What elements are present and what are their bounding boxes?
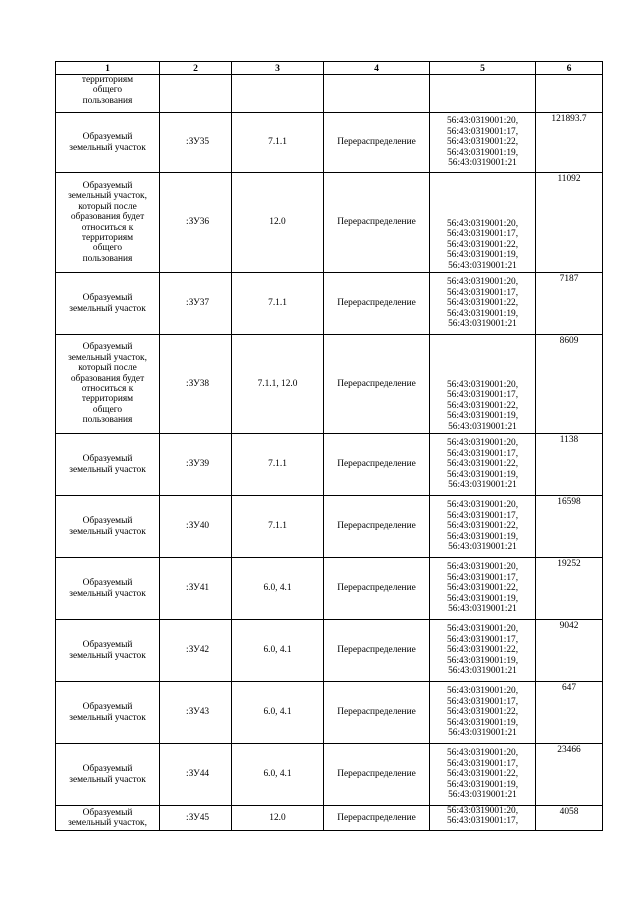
plot-name-line: земельный участок xyxy=(69,712,146,723)
column-header: 6 xyxy=(536,62,603,75)
designation-cell: :ЗУ42 xyxy=(160,620,232,682)
area-cell: 8609 xyxy=(536,335,603,434)
area-cell xyxy=(536,75,603,113)
parent-plot-number: 56:43:0319001:17, xyxy=(446,126,519,137)
parent-plot-number: 56:43:0319001:17, xyxy=(446,816,519,827)
column-header: 1 xyxy=(56,62,160,75)
parent-plot-number: 56:43:0319001:22, xyxy=(446,707,519,718)
use-code-cell: 7.1.1 xyxy=(232,113,324,173)
parent-plot-number: 56:43:0319001:22, xyxy=(446,298,519,309)
table-row xyxy=(56,558,603,620)
table-row xyxy=(56,273,603,335)
designation-cell: :ЗУ37 xyxy=(160,273,232,335)
designation-cell: :ЗУ40 xyxy=(160,496,232,558)
parent-plot-number: 56:43:0319001:19, xyxy=(446,531,519,542)
area-cell: 4058 xyxy=(536,806,603,831)
method-cell xyxy=(324,75,430,113)
plot-name-line: земельный участок xyxy=(69,774,146,785)
plot-name-cell xyxy=(56,434,160,496)
parent-plots-cell xyxy=(430,806,536,831)
plot-name-line: пользования xyxy=(82,253,133,264)
plot-name-line: Образуемый xyxy=(82,132,133,143)
designation-cell: :ЗУ43 xyxy=(160,682,232,744)
parent-plot-number: 56:43:0319001:17, xyxy=(446,510,519,521)
method-cell: Перераспределение xyxy=(324,744,430,806)
use-code-cell xyxy=(232,75,324,113)
method-cell: Перераспределение xyxy=(324,620,430,682)
table-row xyxy=(56,434,603,496)
parent-plot-number: 56:43:0319001:21 xyxy=(448,260,517,271)
plot-name-line: земельный участок, xyxy=(68,818,147,828)
plot-name-line: территориям xyxy=(81,232,134,243)
parent-plot-number: 56:43:0319001:22, xyxy=(446,400,519,411)
parent-plot-number: 56:43:0319001:20, xyxy=(446,748,519,759)
area-cell: 7187 xyxy=(536,273,603,335)
parent-plots-cell xyxy=(430,682,536,744)
plot-name-line: земельный участок xyxy=(69,588,146,599)
parent-plot-number: 56:43:0319001:17, xyxy=(446,448,519,459)
parent-plot-number: 56:43:0319001:20, xyxy=(446,686,519,697)
use-code-cell: 7.1.1 xyxy=(232,434,324,496)
table-body xyxy=(56,75,603,831)
parent-plots-cell xyxy=(430,434,536,496)
land-plots-table xyxy=(55,61,603,831)
plot-name-line: земельный участок, xyxy=(68,191,147,202)
table-row xyxy=(56,173,603,273)
parent-plot-number: 56:43:0319001:17, xyxy=(446,390,519,401)
parent-plot-number: 56:43:0319001:19, xyxy=(446,147,519,158)
column-header: 4 xyxy=(324,62,430,75)
plot-name-line: Образуемый xyxy=(82,578,133,589)
plot-name-line: Образуемый xyxy=(82,516,133,527)
designation-cell: :ЗУ45 xyxy=(160,806,232,831)
plot-name-cell xyxy=(56,113,160,173)
area-cell: 23466 xyxy=(536,744,603,806)
table-row xyxy=(56,335,603,434)
plot-name-line: образования будет xyxy=(70,373,145,384)
table-row xyxy=(56,806,603,831)
plot-name-cell xyxy=(56,496,160,558)
column-header: 2 xyxy=(160,62,232,75)
plot-name-line: который после xyxy=(78,363,137,374)
use-code-cell: 7.1.1 xyxy=(232,273,324,335)
parent-plot-number: 56:43:0319001:17, xyxy=(446,572,519,583)
plot-name-line: пользования xyxy=(82,415,133,426)
use-code-cell: 6.0, 4.1 xyxy=(232,744,324,806)
plot-name-line: земельный участок xyxy=(69,650,146,661)
area-cell: 1138 xyxy=(536,434,603,496)
parent-plots-cell xyxy=(430,113,536,173)
parent-plot-number: 56:43:0319001:20, xyxy=(446,116,519,127)
plot-name-cell xyxy=(56,682,160,744)
area-cell: 16598 xyxy=(536,496,603,558)
plot-name-cell xyxy=(56,273,160,335)
parent-plot-number: 56:43:0319001:21 xyxy=(448,542,517,553)
plot-name-line: относиться к xyxy=(81,222,134,233)
method-cell: Перераспределение xyxy=(324,335,430,434)
method-cell: Перераспределение xyxy=(324,173,430,273)
method-cell: Перераспределение xyxy=(324,113,430,173)
parent-plot-number: 56:43:0319001:19, xyxy=(446,655,519,666)
parent-plot-number: 56:43:0319001:20, xyxy=(446,438,519,449)
parent-plot-number: 56:43:0319001:19, xyxy=(446,308,519,319)
parent-plot-number: 56:43:0319001:20, xyxy=(446,500,519,511)
parent-plot-number: 56:43:0319001:22, xyxy=(446,521,519,532)
plot-name-line: земельный участок xyxy=(69,142,146,153)
plot-name-line: относиться к xyxy=(81,384,134,394)
use-code-cell: 7.1.1 xyxy=(232,496,324,558)
plot-name-line: Образуемый xyxy=(82,764,133,775)
parent-plots-cell xyxy=(430,744,536,806)
parent-plot-number: 56:43:0319001:21 xyxy=(448,158,517,169)
method-cell: Перераспределение xyxy=(324,496,430,558)
designation-cell: :ЗУ36 xyxy=(160,173,232,273)
parent-plot-number: 56:43:0319001:19, xyxy=(446,469,519,480)
parent-plot-number: 56:43:0319001:17, xyxy=(446,758,519,769)
parent-plot-number: 56:43:0319001:22, xyxy=(446,137,519,148)
parent-plot-number: 56:43:0319001:21 xyxy=(448,319,517,330)
parent-plot-number: 56:43:0319001:17, xyxy=(446,696,519,707)
area-cell: 19252 xyxy=(536,558,603,620)
plot-name-line: Образуемый xyxy=(82,180,133,191)
method-cell: Перераспределение xyxy=(324,806,430,831)
parent-plot-number: 56:43:0319001:20, xyxy=(446,277,519,288)
plot-name-line: который после xyxy=(78,201,137,212)
parent-plot-number: 56:43:0319001:17, xyxy=(446,287,519,298)
document-body xyxy=(55,61,602,831)
table-row xyxy=(56,113,603,173)
designation-cell xyxy=(160,75,232,113)
plot-name-line: Образуемый xyxy=(82,454,133,465)
area-cell: 9042 xyxy=(536,620,603,682)
use-code-cell: 12.0 xyxy=(232,173,324,273)
plot-name-line: Образуемый xyxy=(82,293,133,304)
parent-plot-number: 56:43:0319001:22, xyxy=(446,645,519,656)
parent-plot-number: 56:43:0319001:20, xyxy=(446,806,519,816)
use-code-cell: 6.0, 4.1 xyxy=(232,558,324,620)
plot-name-line: территориям xyxy=(81,394,134,405)
table-row xyxy=(56,744,603,806)
plot-name-cell xyxy=(56,335,160,434)
plot-name-line: общего xyxy=(92,85,123,96)
parent-plots-cell xyxy=(430,273,536,335)
method-cell: Перераспределение xyxy=(324,682,430,744)
designation-cell: :ЗУ38 xyxy=(160,335,232,434)
parent-plot-number: 56:43:0319001:21 xyxy=(448,421,517,432)
use-code-cell: 7.1.1, 12.0 xyxy=(232,335,324,434)
plot-name-line: общего xyxy=(92,404,123,415)
parent-plots-cell xyxy=(430,558,536,620)
plot-name-line: пользования xyxy=(82,95,133,106)
plot-name-cell xyxy=(56,75,160,113)
plot-name-line: земельный участок xyxy=(69,526,146,537)
plot-name-line: территориям xyxy=(81,75,134,85)
parent-plots-cell xyxy=(430,75,536,113)
plot-name-cell xyxy=(56,620,160,682)
use-code-cell: 6.0, 4.1 xyxy=(232,682,324,744)
parent-plots-cell xyxy=(430,496,536,558)
plot-name-line: общего xyxy=(92,243,123,254)
parent-plot-number: 56:43:0319001:19, xyxy=(446,779,519,790)
plot-name-line: земельный участок xyxy=(69,464,146,475)
parent-plot-number: 56:43:0319001:21 xyxy=(448,666,517,677)
table-row xyxy=(56,620,603,682)
parent-plot-number: 56:43:0319001:19, xyxy=(446,593,519,604)
parent-plot-number: 56:43:0319001:22, xyxy=(446,769,519,780)
use-code-cell: 12.0 xyxy=(232,806,324,831)
parent-plot-number: 56:43:0319001:22, xyxy=(446,239,519,250)
table-header-row xyxy=(56,62,603,75)
use-code-cell: 6.0, 4.1 xyxy=(232,620,324,682)
designation-cell: :ЗУ41 xyxy=(160,558,232,620)
parent-plot-number: 56:43:0319001:20, xyxy=(446,379,519,390)
plot-name-cell xyxy=(56,173,160,273)
parent-plot-number: 56:43:0319001:19, xyxy=(446,717,519,728)
parent-plots-cell xyxy=(430,173,536,273)
column-header: 3 xyxy=(232,62,324,75)
area-cell: 121893.7 xyxy=(536,113,603,173)
column-header: 5 xyxy=(430,62,536,75)
area-cell: 11092 xyxy=(536,173,603,273)
area-cell: 647 xyxy=(536,682,603,744)
parent-plot-number: 56:43:0319001:22, xyxy=(446,459,519,470)
plot-name-line: Образуемый xyxy=(82,342,133,353)
parent-plot-number: 56:43:0319001:22, xyxy=(446,583,519,594)
plot-name-cell xyxy=(56,744,160,806)
parent-plot-number: 56:43:0319001:17, xyxy=(446,229,519,240)
plot-name-line: образования будет xyxy=(70,212,145,223)
parent-plot-number: 56:43:0319001:17, xyxy=(446,634,519,645)
continuation-row xyxy=(56,75,603,113)
plot-name-line: Образуемый xyxy=(82,807,133,818)
designation-cell: :ЗУ39 xyxy=(160,434,232,496)
parent-plot-number: 56:43:0319001:19, xyxy=(446,250,519,261)
parent-plot-number: 56:43:0319001:20, xyxy=(446,218,519,229)
table-row xyxy=(56,496,603,558)
method-cell: Перераспределение xyxy=(324,273,430,335)
method-cell: Перераспределение xyxy=(324,434,430,496)
table-row xyxy=(56,682,603,744)
plot-name-line: земельный участок xyxy=(69,303,146,314)
plot-name-line: Образуемый xyxy=(82,702,133,713)
parent-plot-number: 56:43:0319001:21 xyxy=(448,480,517,491)
parent-plot-number: 56:43:0319001:20, xyxy=(446,562,519,573)
parent-plot-number: 56:43:0319001:21 xyxy=(448,790,517,801)
parent-plots-cell xyxy=(430,620,536,682)
plot-name-line: земельный участок, xyxy=(68,352,147,363)
parent-plot-number: 56:43:0319001:20, xyxy=(446,624,519,635)
method-cell: Перераспределение xyxy=(324,558,430,620)
designation-cell: :ЗУ44 xyxy=(160,744,232,806)
plot-name-line: Образуемый xyxy=(82,640,133,651)
parent-plot-number: 56:43:0319001:21 xyxy=(448,604,517,615)
parent-plots-cell xyxy=(430,335,536,434)
plot-name-cell xyxy=(56,558,160,620)
designation-cell: :ЗУ35 xyxy=(160,113,232,173)
parent-plot-number: 56:43:0319001:19, xyxy=(446,411,519,422)
parent-plot-number: 56:43:0319001:21 xyxy=(448,728,517,739)
plot-name-cell xyxy=(56,806,160,831)
